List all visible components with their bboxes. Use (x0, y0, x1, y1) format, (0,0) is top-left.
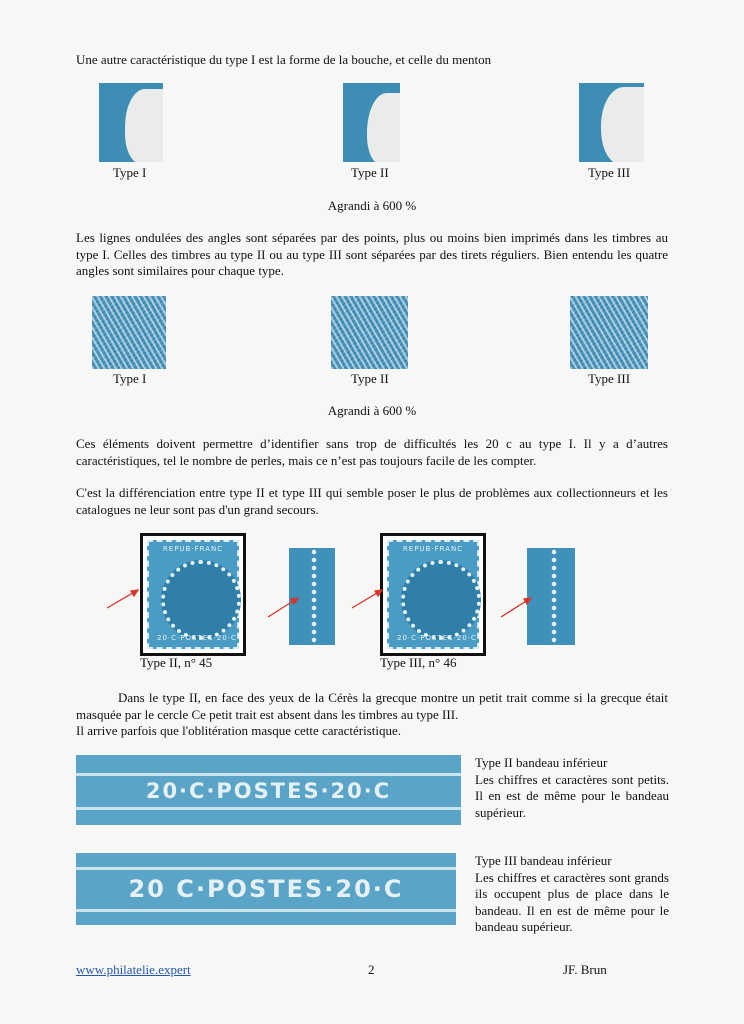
explain-paragraph-2: Il arrive parfois que l'oblitération masque cette caractéristique. (76, 723, 402, 738)
zoom-caption-1: Agrandi à 600 % (327, 198, 417, 213)
row2-label-type-3: Type III (588, 371, 631, 386)
band-type-2-text: 20·C·POSTES·20·C (145, 779, 392, 803)
row1-label-type-3: Type III (588, 165, 631, 180)
intro-paragraph-1: Une autre caractéristique du type I est la forme de la bouche, et celle du menton (76, 52, 492, 67)
stamp-bottom-band: 20·C·POSTES·20·C (397, 634, 477, 642)
explain-text: Dans le type II, en face des yeux de la Cérès la grecque montre un petit trait comme si la grecque était masquée par le cercle Ce petit trait est absent dans les timbres au type III. (76, 690, 668, 722)
type-2-text: Les chiffres et caractères sont petits. Il en est de même pour le bandeau supérieur. (475, 771, 669, 820)
band-type-3 (76, 853, 456, 925)
type-3-title: Type III bandeau inférieur (475, 853, 612, 868)
band-type-2 (76, 755, 461, 825)
intro-paragraph-3: Ces éléments doivent permettre d’identifier sans trop de difficultés les 20 c au type I. Il y a d’autres caractéristiques, tel le nombre de perles, mais ce n’est pas toujours facile de les compter. (76, 436, 668, 468)
type-2-title: Type II bandeau inférieur (475, 755, 608, 770)
stamp-top-band: REPUB·FRANC (162, 545, 224, 553)
type-3-text: Les chiffres et caractères sont grands ils occupent plus de place dans le bandeau. Il en est de même pour le bandeau supérieur. (475, 869, 669, 934)
row2-label-type-1: Type I (113, 371, 147, 386)
zoom-caption-2: Agrandi à 600 % (327, 403, 417, 418)
footer-website-link[interactable]: www.philatelie.expert (76, 962, 191, 977)
band-type-3-text: 20 C·POSTES·20·C (128, 875, 404, 903)
footer-author: JF. Brun (563, 962, 607, 977)
page-number: 2 (368, 962, 375, 977)
row1-label-type-2: Type II (351, 165, 389, 180)
explain-paragraph (76, 690, 668, 723)
row1-label-type-1: Type I (113, 165, 147, 180)
intro-paragraph-4: C'est la différenciation entre type II et type III qui semble poser le plus de problèmes aux collectionneurs et les catalogues ne leur sont pas d'un grand secours. (76, 485, 668, 517)
stamp-top-band: REPUB·FRANC (402, 545, 464, 553)
intro-paragraph-2: Les lignes ondulées des angles sont séparées par des points, plus ou moins bien imprimés dans les timbres au type I. Celles des timbres au type II ou au type III sont séparées par des tirets réguliers. Bien entendu les quatre angles sont similaires pour chaque type. (76, 230, 668, 278)
type-3-description (475, 853, 669, 936)
stamp-label-type-3: Type III, n° 46 (380, 655, 457, 670)
type-2-description (475, 755, 669, 821)
stamp-bottom-band: 20·C·POSTES·20·C (157, 634, 237, 642)
row2-label-type-2: Type II (351, 371, 389, 386)
stamp-label-type-2: Type II, n° 45 (140, 655, 213, 670)
